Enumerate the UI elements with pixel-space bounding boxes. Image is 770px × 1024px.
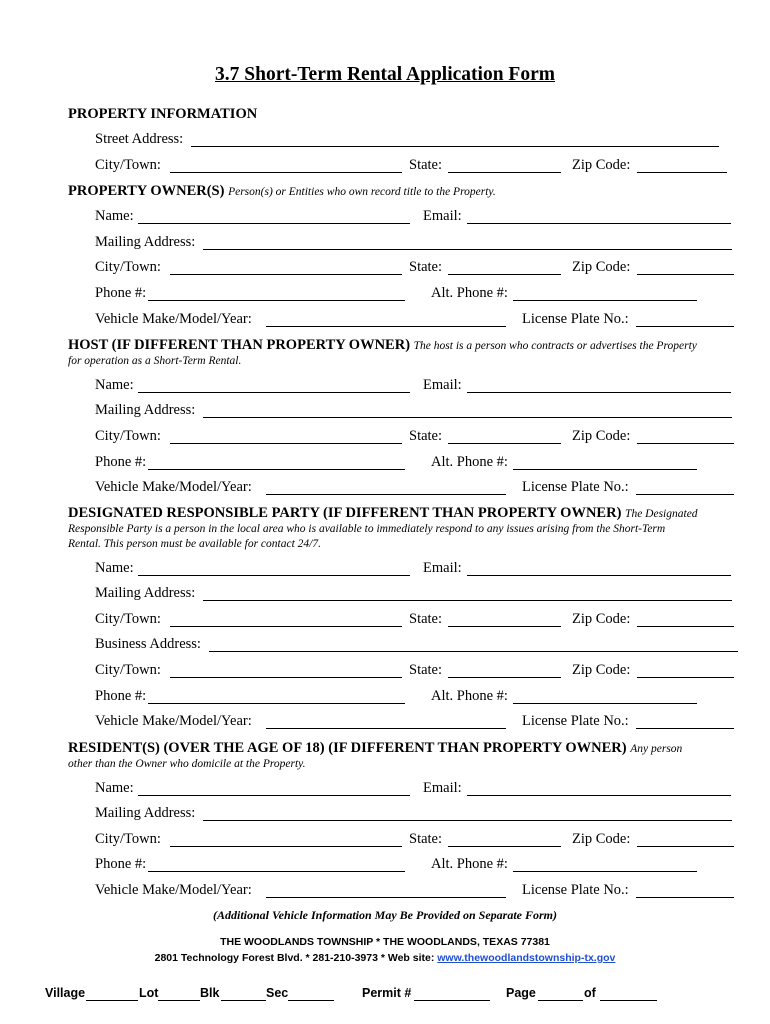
- name-label: Name:: [95, 208, 134, 224]
- zip-code-label: Zip Code:: [572, 831, 631, 847]
- host-city-state-zip-row: [0, 428, 770, 448]
- phone-label: Phone #:: [95, 688, 147, 704]
- vehicle-field[interactable]: [266, 728, 506, 729]
- alt-phone-field[interactable]: [513, 871, 697, 872]
- mailing-address-label: Mailing Address:: [95, 805, 196, 821]
- email-field[interactable]: [467, 223, 731, 224]
- state-field[interactable]: [448, 677, 561, 678]
- zip-code-label: Zip Code:: [572, 157, 631, 173]
- section-title: HOST (IF DIFFERENT THAN PROPERTY OWNER): [68, 337, 411, 353]
- section-note-continued: Rental. This person must be available for contact 24/7.: [68, 538, 321, 550]
- section-note-continued: Responsible Party is a person in the local area who is available to immediately respond to any issues arising from the Short-Term: [68, 523, 666, 535]
- host-mailing-row: [0, 402, 770, 422]
- city-town-field[interactable]: [170, 626, 402, 627]
- mailing-address-field[interactable]: [203, 249, 732, 250]
- phone-label: Phone #:: [95, 454, 147, 470]
- license-plate-label: License Plate No.:: [522, 479, 629, 495]
- zip-code-field[interactable]: [637, 677, 734, 678]
- owner-name-email-row: [0, 208, 770, 228]
- email-label: Email:: [423, 780, 462, 796]
- business-address-field[interactable]: [209, 651, 738, 652]
- email-label: Email:: [423, 560, 462, 576]
- of-field[interactable]: [600, 1000, 657, 1001]
- zip-code-field[interactable]: [637, 846, 734, 847]
- section-designated-responsible-party: [68, 505, 698, 522]
- email-label: Email:: [423, 208, 462, 224]
- city-town-field[interactable]: [170, 443, 402, 444]
- license-plate-label: License Plate No.:: [522, 713, 629, 729]
- section-note-continued: other than the Owner who domicile at the Property.: [68, 758, 306, 770]
- state-label: State:: [409, 831, 443, 847]
- business-address-label: Business Address:: [95, 636, 201, 652]
- license-plate-field[interactable]: [636, 897, 734, 898]
- email-field[interactable]: [467, 795, 731, 796]
- vehicle-label: Vehicle Make/Model/Year:: [95, 479, 252, 495]
- zip-code-label: Zip Code:: [572, 611, 631, 627]
- name-field[interactable]: [138, 795, 410, 796]
- vehicle-label: Vehicle Make/Model/Year:: [95, 713, 252, 729]
- resident-name-email-row: [0, 780, 770, 800]
- zip-code-label: Zip Code:: [572, 662, 631, 678]
- section-note: Any person: [630, 743, 683, 755]
- vehicle-field[interactable]: [266, 326, 506, 327]
- mailing-address-field[interactable]: [203, 417, 732, 418]
- resident-city-state-zip-row: [0, 831, 770, 851]
- state-label: State:: [409, 259, 443, 275]
- mailing-address-field[interactable]: [203, 820, 732, 821]
- state-field[interactable]: [448, 846, 561, 847]
- permit-label: Permit #: [362, 986, 412, 1000]
- email-field[interactable]: [467, 392, 731, 393]
- state-label: State:: [409, 662, 443, 678]
- state-field[interactable]: [448, 172, 561, 173]
- section-note: The host is a person who contracts or advertises the Property: [413, 340, 697, 352]
- alt-phone-label: Alt. Phone #:: [431, 454, 508, 470]
- additional-vehicle-note: (Additional Vehicle Information May Be Provided on Separate Form): [212, 908, 557, 922]
- blk-field[interactable]: [221, 1000, 266, 1001]
- owner-vehicle-row: [0, 311, 770, 331]
- drp-phone-row: [0, 688, 770, 708]
- vehicle-field[interactable]: [266, 494, 506, 495]
- village-field[interactable]: [86, 1000, 138, 1001]
- mailing-address-field[interactable]: [203, 600, 732, 601]
- city-state-zip-row: [0, 157, 770, 177]
- alt-phone-label: Alt. Phone #:: [431, 285, 508, 301]
- sec-label: Sec: [266, 986, 289, 1000]
- phone-field[interactable]: [148, 703, 405, 704]
- city-town-label: City/Town:: [95, 662, 161, 678]
- vehicle-label: Vehicle Make/Model/Year:: [95, 311, 252, 327]
- city-town-label: City/Town:: [95, 611, 161, 627]
- license-plate-label: License Plate No.:: [522, 311, 629, 327]
- resident-vehicle-row: [0, 882, 770, 902]
- street-address-row: [0, 131, 770, 151]
- page-label: Page: [506, 986, 536, 1000]
- host-vehicle-row: [0, 479, 770, 499]
- drp-vehicle-row: [0, 713, 770, 733]
- village-label: Village: [45, 986, 86, 1000]
- resident-phone-row: [0, 856, 770, 876]
- section-title: RESIDENT(S) (OVER THE AGE OF 18) (IF DIFFERENT THAN PROPERTY OWNER): [68, 740, 627, 756]
- host-name-email-row: [0, 377, 770, 397]
- section-title: PROPERTY OWNER(S): [68, 183, 225, 199]
- page-title: 3.7 Short-Term Rental Application Form: [215, 64, 555, 85]
- name-field[interactable]: [138, 223, 410, 224]
- zip-code-field[interactable]: [637, 172, 727, 173]
- zip-code-field[interactable]: [637, 274, 734, 275]
- footer-organization: THE WOODLANDS TOWNSHIP * THE WOODLANDS, TEXAS 77381: [220, 936, 550, 948]
- section-property-information: PROPERTY INFORMATION: [68, 106, 258, 122]
- zip-code-field[interactable]: [637, 626, 734, 627]
- state-label: State:: [409, 428, 443, 444]
- zip-code-label: Zip Code:: [572, 259, 631, 275]
- alt-phone-label: Alt. Phone #:: [431, 856, 508, 872]
- section-residents: [68, 740, 682, 757]
- footer-website-link[interactable]: www.thewoodlandstownship-tx.gov: [437, 952, 616, 964]
- lot-label: Lot: [139, 986, 159, 1000]
- license-plate-label: License Plate No.:: [522, 882, 629, 898]
- email-label: Email:: [423, 377, 462, 393]
- owner-mailing-row: [0, 234, 770, 254]
- city-town-field[interactable]: [170, 274, 402, 275]
- office-use-line: [0, 986, 770, 1006]
- section-property-owner: [68, 183, 496, 200]
- host-phone-row: [0, 454, 770, 474]
- state-field[interactable]: [448, 443, 561, 444]
- city-town-label: City/Town:: [95, 428, 161, 444]
- license-plate-field[interactable]: [636, 494, 734, 495]
- name-field[interactable]: [138, 392, 410, 393]
- lot-field[interactable]: [158, 1000, 200, 1001]
- alt-phone-field[interactable]: [513, 300, 697, 301]
- phone-label: Phone #:: [95, 285, 147, 301]
- section-note-continued: for operation as a Short-Term Rental.: [68, 355, 242, 367]
- section-host: [68, 337, 697, 354]
- zip-code-field[interactable]: [637, 443, 734, 444]
- name-label: Name:: [95, 780, 134, 796]
- phone-field[interactable]: [148, 300, 405, 301]
- permit-field[interactable]: [414, 1000, 490, 1001]
- city-town-label: City/Town:: [95, 831, 161, 847]
- name-label: Name:: [95, 560, 134, 576]
- resident-mailing-row: [0, 805, 770, 825]
- page-field[interactable]: [538, 1000, 583, 1001]
- blk-label: Blk: [200, 986, 220, 1000]
- mailing-address-label: Mailing Address:: [95, 234, 196, 250]
- name-field[interactable]: [138, 575, 410, 576]
- footer-address-line: [0, 952, 770, 964]
- email-field[interactable]: [467, 575, 731, 576]
- city-town-label: City/Town:: [95, 259, 161, 275]
- alt-phone-label: Alt. Phone #:: [431, 688, 508, 704]
- footer-address: 2801 Technology Forest Blvd. * 281-210-3973 * Web site:: [154, 952, 435, 964]
- drp-city-state-zip-row: [0, 611, 770, 631]
- city-town-label: City/Town:: [95, 157, 161, 173]
- vehicle-field[interactable]: [266, 897, 506, 898]
- state-label: State:: [409, 157, 443, 173]
- name-label: Name:: [95, 377, 134, 393]
- drp-name-email-row: [0, 560, 770, 580]
- phone-field[interactable]: [148, 469, 405, 470]
- alt-phone-field[interactable]: [513, 469, 697, 470]
- drp-business-city-state-zip-row: [0, 662, 770, 682]
- street-address-label: Street Address:: [95, 131, 184, 147]
- owner-phone-row: [0, 285, 770, 305]
- sec-field[interactable]: [288, 1000, 334, 1001]
- street-address-field[interactable]: [191, 146, 719, 147]
- city-town-field[interactable]: [170, 172, 402, 173]
- owner-city-state-zip-row: [0, 259, 770, 279]
- vehicle-label: Vehicle Make/Model/Year:: [95, 882, 252, 898]
- license-plate-field[interactable]: [636, 326, 734, 327]
- city-town-field[interactable]: [170, 677, 402, 678]
- license-plate-field[interactable]: [636, 728, 734, 729]
- state-field[interactable]: [448, 626, 561, 627]
- section-note: Person(s) or Entities who own record title to the Property.: [228, 186, 496, 198]
- phone-label: Phone #:: [95, 856, 147, 872]
- drp-mailing-row: [0, 585, 770, 605]
- mailing-address-label: Mailing Address:: [95, 402, 196, 418]
- drp-business-address-row: [0, 636, 770, 656]
- mailing-address-label: Mailing Address:: [95, 585, 196, 601]
- section-title: DESIGNATED RESPONSIBLE PARTY (IF DIFFERENT THAN PROPERTY OWNER): [68, 505, 622, 521]
- phone-field[interactable]: [148, 871, 405, 872]
- section-note: The Designated: [625, 508, 698, 520]
- city-town-field[interactable]: [170, 846, 402, 847]
- state-field[interactable]: [448, 274, 561, 275]
- alt-phone-field[interactable]: [513, 703, 697, 704]
- of-label: of: [584, 986, 596, 1000]
- state-label: State:: [409, 611, 443, 627]
- zip-code-label: Zip Code:: [572, 428, 631, 444]
